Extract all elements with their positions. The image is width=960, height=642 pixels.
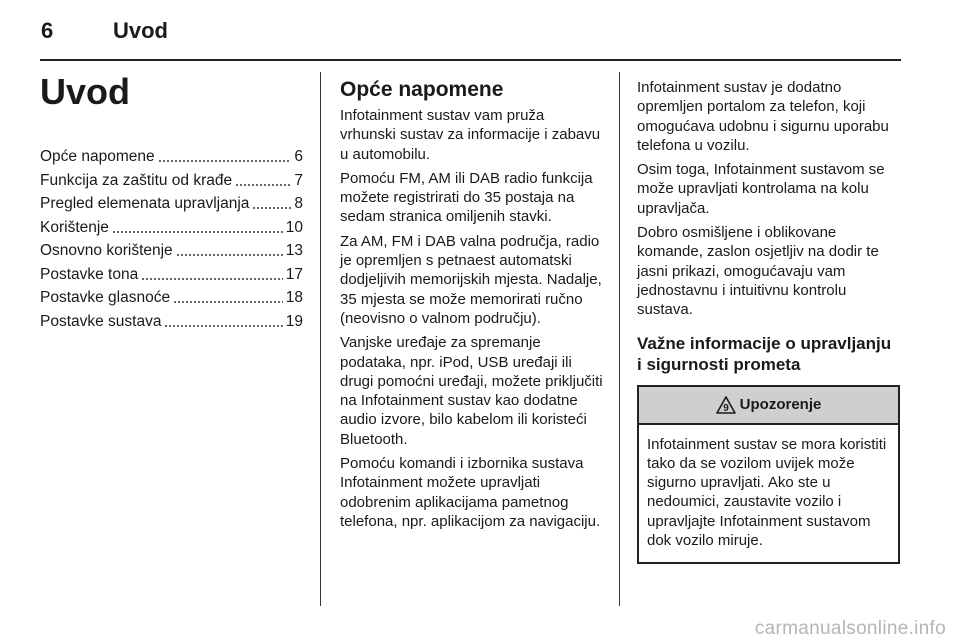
toc-entry[interactable]: [40, 216, 303, 240]
warning-icon-number: 9: [722, 402, 729, 414]
column-divider: [320, 72, 321, 606]
warning-body: [639, 425, 898, 563]
toc-leader-dots: [252, 192, 291, 216]
toc-leader-dots: [112, 216, 283, 240]
toc-entry[interactable]: [40, 263, 303, 287]
toc-entry-page: 7: [294, 171, 303, 189]
toc-entry-title: Korištenje: [40, 218, 109, 236]
warning-triangle-icon: [716, 396, 736, 414]
body-paragraph: Za AM, FM i DAB valna područja, radio je opremljen s petnaest automatski dodjeljivih memorijskih mjesta. Nadalje, 35 mjesta se može memorirati ručno (neovisno o valnom području).: [340, 232, 602, 327]
subsection-heading: Važne informacije o upravljanju i sigurnosti prometa: [637, 333, 892, 374]
warning-text: Infotainment sustav se mora koristiti tako da se vozilom uvijek može sigurno upravljati. Ako ste u nedoumici, zaustavite vozilo i upravljajte Infotainment sustavom dok vozilo miruje.: [647, 435, 887, 550]
body-paragraph: Infotainment sustav vam pruža vrhunski sustav za informacije i zabavu u automobilu.: [340, 107, 601, 163]
toc-entry-title: Postavke glasnoće: [40, 289, 171, 306]
toc-entry[interactable]: [40, 169, 303, 193]
toc-entry-title: Postavke tona: [40, 265, 139, 283]
toc-column: [40, 72, 303, 333]
header-rule: [40, 59, 901, 61]
toc-entry-page: 17: [285, 265, 303, 283]
toc-entry-page: 8: [294, 195, 303, 212]
toc-entry[interactable]: [40, 310, 303, 334]
toc-entry-title: Postavke sustava: [40, 312, 162, 330]
toc-entry-page: 18: [285, 289, 303, 306]
toc-entry-title: Pregled elemenata upravljanja: [40, 195, 250, 212]
body-paragraph: Osim toga, Infotainment sustavom se može upravljati kontrolama na kolu upravljača.: [637, 161, 885, 217]
toc-entry-page: 19: [285, 312, 303, 330]
third-column: [637, 78, 900, 564]
general-notes-column: [340, 78, 604, 536]
toc-entry-title: Osnovno korištenje: [40, 242, 173, 259]
toc-entry-page: 13: [285, 242, 303, 259]
toc-entry-title: Opće napomene: [40, 148, 155, 165]
watermark: carmanualsonline.info: [754, 618, 946, 639]
chapter-title: Uvod: [40, 71, 130, 112]
body-paragraph: Infotainment sustav je dodatno opremljen portalom za telefon, koji omogućava udobnu i sigurnu uporabu telefona u vozilu.: [637, 79, 889, 154]
toc-entry-page: 6: [294, 148, 303, 165]
toc-entry[interactable]: [40, 192, 303, 216]
section-heading: Opće napomene: [340, 78, 504, 101]
running-header: Uvod: [113, 18, 168, 43]
table-of-contents: [40, 145, 303, 333]
toc-leader-dots: [141, 263, 283, 287]
body-paragraph: Dobro osmišljene i oblikovane komande, zaslon osjetljiv na dodir te jasni prikazi, omogućavaju vam jednostavnu i intuitivnu kontrolu sustava.: [637, 224, 879, 319]
toc-entry-title: Funkcija za zaštitu od krađe: [40, 171, 233, 189]
body-paragraph: Pomoću FM, AM ili DAB radio funkcija možete registrirati do 35 postaja na sedam stranica omiljenih stavki.: [340, 169, 593, 226]
toc-leader-dots: [158, 145, 292, 169]
toc-leader-dots: [235, 169, 291, 193]
toc-leader-dots: [164, 310, 282, 334]
toc-entry[interactable]: [40, 286, 303, 310]
body-paragraph: Vanjske uređaje za spremanje podataka, npr. iPod, USB uređaji ili drugi pomoćni uređaji, možete priključiti na Infotainment sustav kao dodatne audio izvore, bilo kabelom ili koristeći Bluetooth.: [340, 334, 603, 448]
toc-entry[interactable]: [40, 239, 303, 263]
page-number: 6: [41, 18, 54, 43]
toc-entry[interactable]: [40, 145, 303, 169]
toc-entry-page: 10: [285, 218, 303, 236]
warning-box: [637, 385, 900, 565]
toc-leader-dots: [176, 239, 283, 263]
warning-title: Upozorenje: [739, 396, 822, 414]
body-paragraph: Pomoću komandi i izbornika sustava Infotainment možete upravljati odobrenim aplikacijama pametnog telefona, npr. aplikacijom za navigaciju.: [340, 455, 601, 530]
column-divider: [619, 72, 620, 606]
warning-header: [639, 387, 898, 425]
toc-leader-dots: [173, 286, 283, 310]
